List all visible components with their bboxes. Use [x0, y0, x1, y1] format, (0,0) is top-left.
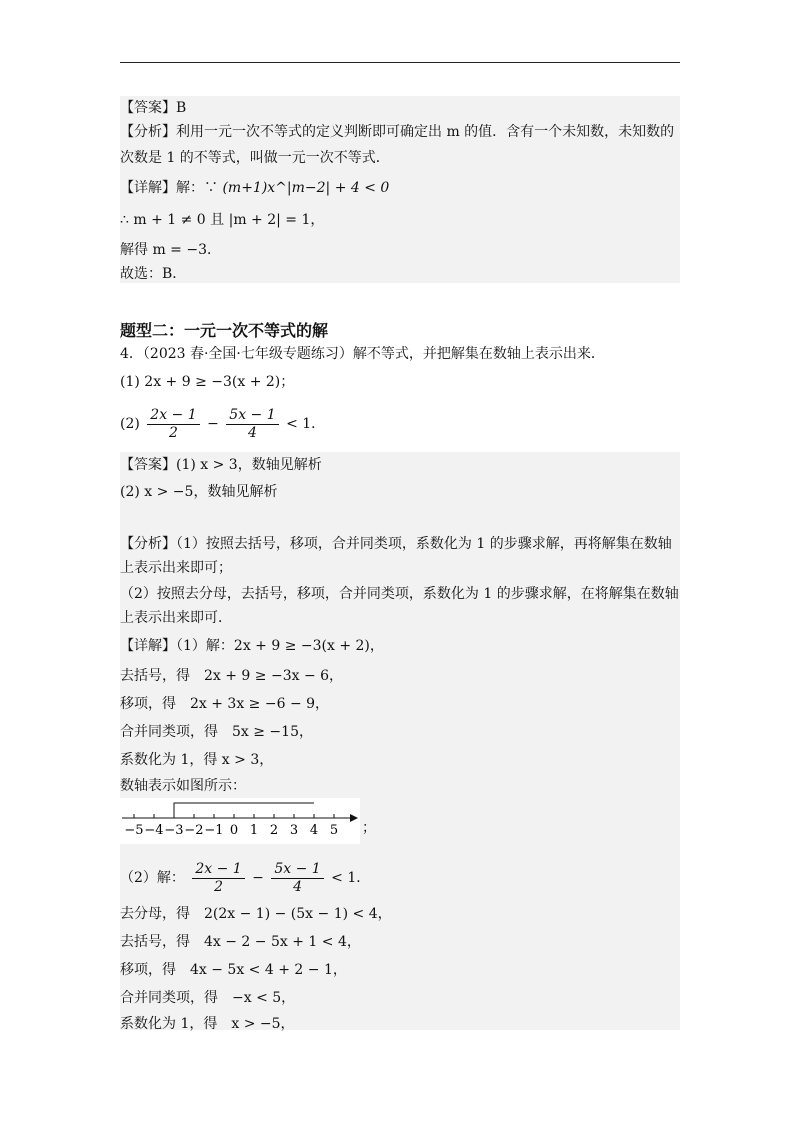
detail-line-2: （2）解： $\frac{2x - 1}{2}$ − $\frac{5x - 1}{4}$ < 1． [120, 860, 371, 895]
choice-line: 故选：B． [120, 266, 187, 282]
fraction: $\frac{2x - 1}{2}$ [192, 861, 244, 896]
numline-caption: 数轴表示如图所示： [120, 778, 246, 794]
analysis-line: 【分析】利用一元一次不等式的定义判断即可确定出 m 的值．含有一个未知数，未知数的 [120, 124, 675, 140]
step-line: 系数化为 1，得 x > 3， [120, 752, 274, 768]
step-line: 合并同类项，得 5x ≥ −15， [120, 724, 313, 740]
numline-trailing: ； [362, 820, 376, 836]
number-line-tick-label: 5 [329, 823, 339, 838]
analysis-line: （2）按照去分母，去括号，移项，合并同类项，系数化为 1 的步骤求解，在将解集在数轴 [120, 586, 679, 602]
solve-line: 解得 m = −3． [120, 242, 221, 258]
step-line: 合并同类项，得 −x < 5， [120, 990, 296, 1006]
step-line: 系数化为 1，得 x > −5， [120, 1016, 295, 1032]
number-line-tick-label: −5 [124, 823, 144, 838]
fraction: $\frac{5x - 1}{4}$ [226, 407, 278, 442]
number-line-tick-label: 0 [229, 823, 239, 838]
number-line-tick-label: 2 [269, 823, 279, 838]
analysis-line: 上表示出来即可； [120, 560, 232, 576]
number-line-svg [120, 798, 360, 844]
number-line-figure [120, 798, 360, 844]
number-line-tick-label: 1 [249, 823, 259, 838]
question-part-2: (2) $\frac{2x - 1}{2}$ − $\frac{5x - 1}{4}$ < 1． [120, 406, 326, 441]
therefore-line: ∴ m + 1 ≠ 0 且 |m + 2| = 1， [120, 212, 325, 228]
header-rule [120, 62, 680, 63]
analysis-line: 次数是 1 的不等式，叫做一元一次不等式． [120, 150, 390, 166]
step-line: 移项，得 2x + 3x ≥ −6 − 9， [120, 696, 330, 712]
fraction: $\frac{2x - 1}{2}$ [147, 407, 199, 442]
analysis-line: 上表示出来即可． [120, 610, 232, 626]
step-line: 去分母，得 2(2x − 1) − (5x − 1) < 4， [120, 906, 392, 922]
detail-line: 【详解】（1）解：2x + 9 ≥ −3(x + 2)， [120, 638, 384, 654]
step-line: 去括号，得 2x + 9 ≥ −3x − 6， [120, 668, 344, 684]
analysis-line: 【分析】（1）按照去括号，移项，合并同类项，系数化为 1 的步骤求解，再将解集在数轴 [120, 536, 672, 552]
step-line: 去括号，得 4x − 2 − 5x + 1 < 4， [120, 934, 361, 950]
step-line: 移项，得 4x − 5x < 4 + 2 − 1， [120, 962, 347, 978]
fraction: $\frac{5x - 1}{4}$ [271, 861, 323, 896]
detail-line: 【详解】解：∵ (m+1)x^|m−2| + 4 < 0 [120, 180, 390, 196]
answer-label: 【答案】B [120, 100, 187, 116]
question-part-1: (1) 2x + 9 ≥ −3(x + 2)； [120, 374, 295, 390]
number-line-tick-label: −1 [204, 823, 224, 838]
number-line-arrow [350, 814, 358, 822]
answer-1: 【答案】(1) x > 3，数轴见解析 [120, 457, 322, 473]
number-line-tick-label: 3 [289, 823, 299, 838]
question-stem: 4．（2023 春·全国·七年级专题练习）解不等式，并把解集在数轴上表示出来． [120, 346, 605, 362]
number-line-tick-label: 4 [309, 823, 319, 838]
section-title: 题型二：一元一次不等式的解 [120, 321, 329, 340]
solution-set-bracket [174, 803, 314, 818]
number-line-tick-label: −4 [144, 823, 164, 838]
number-line-tick-label: −3 [164, 823, 184, 838]
answer-2: (2) x > −5，数轴见解析 [120, 484, 278, 500]
number-line-tick-label: −2 [184, 823, 204, 838]
